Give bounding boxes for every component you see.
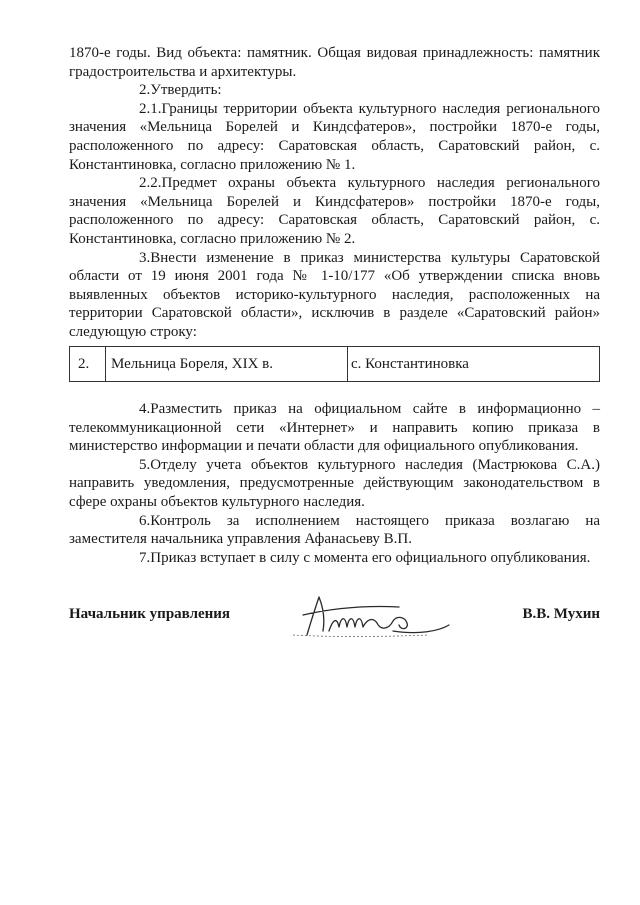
paragraph-2 — [69, 81, 600, 100]
item-text: Границы территории объекта культурного наследия регионального значения «Мельница Борелей и Киндсфатеров», постройки 1870-е годы, расположенного по адресу: Саратовская область, Саратовский район, с. Константиновка, согласно приложению № 1. — [69, 100, 600, 173]
table-cell-location: с. Константиновка — [351, 355, 469, 372]
item-number: 2. — [139, 82, 151, 99]
item-text: Отделу учета объектов культурного наследия (Мастрюкова С.А.) направить уведомления, предусмотренные действующим законодательством в сфере охраны объектов культурного наследия. — [69, 456, 600, 510]
item-text: Контроль за исполнением настоящего приказа возлагаю на заместителя начальника управления Афанасьеву В.П. — [69, 512, 600, 548]
signer-position: Начальник управления — [69, 606, 231, 622]
paragraph-5 — [69, 456, 600, 512]
paragraph-object-type: 1870-е годы. Вид объекта: памятник. Общая видовая принадлежность: памятник градостроительства и архитектуры. — [69, 45, 600, 80]
table-cell-object-name: Мельница Бореля, XIX в. — [106, 347, 348, 381]
table-cell-number: 2. — [70, 347, 106, 381]
text-section-bottom — [69, 400, 600, 567]
signature-block — [69, 603, 600, 643]
paragraph-2-1 — [69, 100, 600, 174]
item-text: Разместить приказ на официальном сайте в информационно – телекоммуникационной сети «Интернет» и направить копию приказа в министерство информации и печати области для официального опубликования. — [69, 401, 600, 455]
excluded-object-table — [69, 346, 600, 382]
paragraph-4 — [69, 400, 600, 456]
paragraph-2-2 — [69, 174, 600, 248]
item-number: 2.1. — [139, 100, 162, 117]
item-number: 2.2. — [139, 175, 162, 192]
item-number: 7. — [139, 549, 151, 566]
item-text: Утвердить: — [150, 82, 222, 99]
text-section-top — [69, 44, 600, 342]
item-text: Внести изменение в приказ министерства культуры Саратовской области от 19 июня 2001 года № 1-10/177 «Об утверждении списка вновь выявленных объектов историко-культурного наследия, расположенных на территории Саратовской области», исключив в разделе «Саратовский район» следующую строку: — [69, 249, 600, 340]
item-number: 3. — [139, 249, 151, 266]
item-number: 6. — [139, 512, 151, 529]
paragraph-3 — [69, 249, 600, 342]
item-number: 5. — [139, 456, 151, 473]
paragraph-6 — [69, 512, 600, 549]
paragraph-7 — [69, 549, 600, 568]
signer-name: В.В. Мухин — [522, 606, 600, 622]
item-text: Предмет охраны объекта культурного наследия регионального значения «Мельница Борелей и Киндсфатеров» постройки 1870-е годы, расположенного по адресу: Саратовская область, Саратовский район, с. Константиновка, согласно приложению № 2. — [69, 175, 600, 247]
item-text: Приказ вступает в силу с момента его официального опубликования. — [150, 549, 591, 566]
handwritten-signature — [289, 591, 469, 641]
item-number: 4. — [139, 401, 151, 417]
